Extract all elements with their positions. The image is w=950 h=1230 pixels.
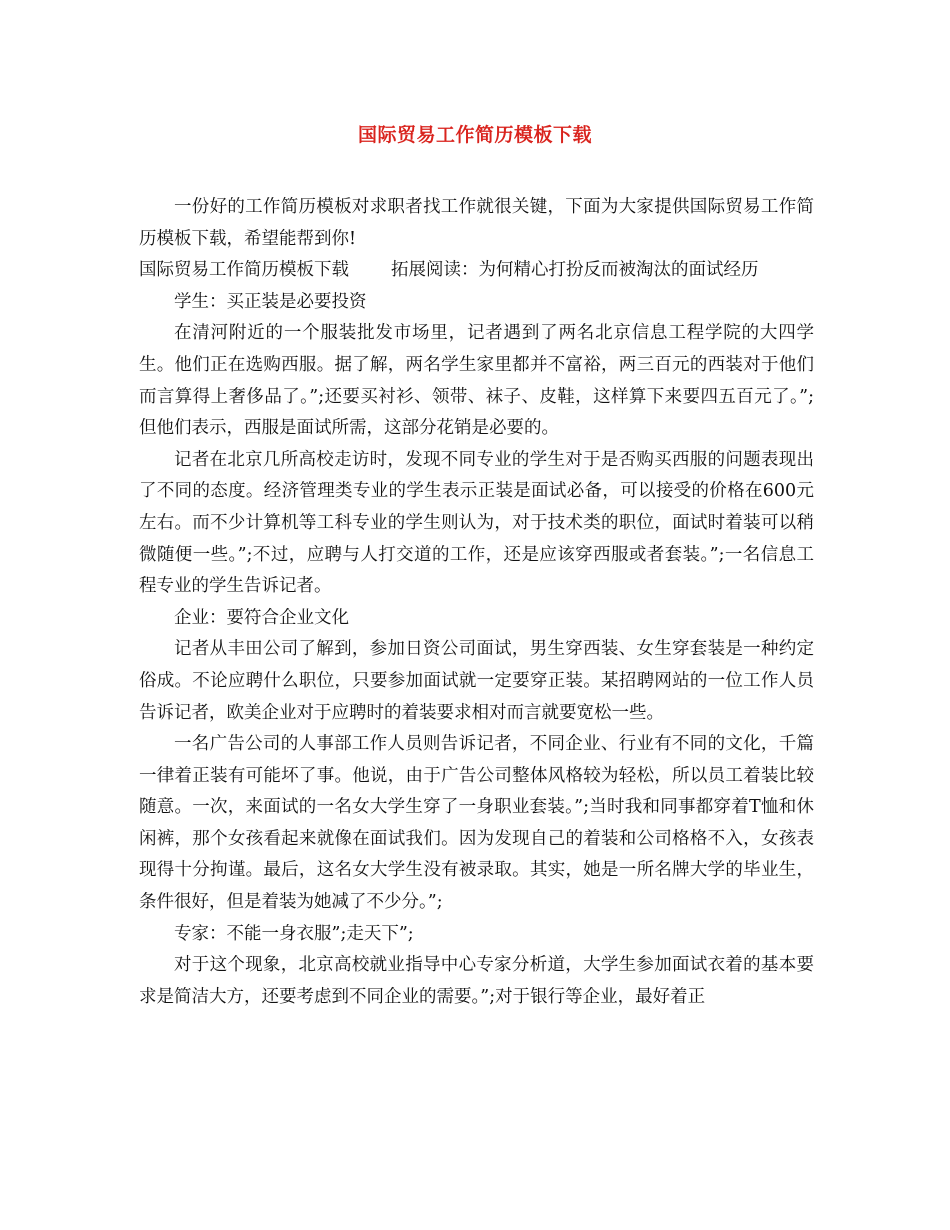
paragraph-students-attitudes: 记者在北京几所高校走访时，发现不同专业的学生对于是否购买西服的问题表现出了不同的态度。经济管理类专业的学生表示正装是面试必备，可以接受的价格在600元左右。而不少计算机等工科专业的学生则认为，对于技术类的职位，面试时着装可以稍微随便一些。”;不过，应聘与人打交道的工作，还是应该穿西服或者套装。”;一名信息工程专业的学生告诉记者。 [139, 449, 814, 597]
document-body [139, 192, 814, 1013]
section-heading-students: 学生：买正装是必要投资 [174, 291, 367, 312]
paragraph-expert-analysis: 对于这个现象，北京高校就业指导中心专家分析道，大学生参加面试衣着的基本要求是简洁大方，还要考虑到不同企业的需要。”;对于银行等企业，最好着正 [139, 955, 814, 1007]
section-heading-expert: 专家：不能一身衣服”;走天下”; [174, 923, 414, 944]
paragraph-enterprise-advertising: 一名广告公司的人事部工作人员则告诉记者，不同企业、行业有不同的文化，千篇一律着正装有可能坏了事。他说，由于广告公司整体风格较为轻松，所以员工着装比较随意。一次，来面试的一名女大学生穿了一身职业套装。”;当时我和同事都穿着T恤和休闲裤，那个女孩看起来就像在面试我们。因为发现自己的着装和公司格格不入，女孩表现得十分拘谨。最后，这名女大学生没有被录取。其实，她是一所名牌大学的毕业生，条件很好，但是着装为她减了不少分。”; [139, 734, 814, 913]
extended-reading-text: 拓展阅读：为何精心打扮反而被淘汰的面试经历 [391, 260, 759, 281]
section-heading-enterprise: 企业：要符合企业文化 [174, 607, 349, 628]
document-title: 国际贸易工作简历模板下载 [357, 124, 592, 146]
paragraph-enterprise-toyota: 记者从丰田公司了解到，参加日资公司面试，男生穿西装、女生穿套装是一种约定俗成。不论应聘什么职位，只要参加面试就一定要穿正装。某招聘网站的一位工作人员告诉记者，欧美企业对于应聘时的着装要求相对而言就要宽松一些。 [139, 639, 814, 723]
spacer [349, 255, 391, 287]
intro-paragraph: 一份好的工作简历模板对求职者找工作就很关键，下面为大家提供国际贸易工作简历模板下载，希望能帮到你! [139, 197, 814, 249]
paragraph-students-market: 在清河附近的一个服装批发市场里，记者遇到了两名北京信息工程学院的大四学生。他们正在选购西服。据了解，两名学生家里都并不富裕，两三百元的西装对于他们而言算得上奢侈品了。”;还要买衬衫、领带、袜子、皮鞋，这样算下来要四五百元了。”;但他们表示，西服是面试所需，这部分花销是必要的。 [139, 323, 814, 439]
repeated-title-text: 国际贸易工作简历模板下载 [139, 260, 349, 281]
title-and-extended-reading-line [139, 255, 814, 287]
